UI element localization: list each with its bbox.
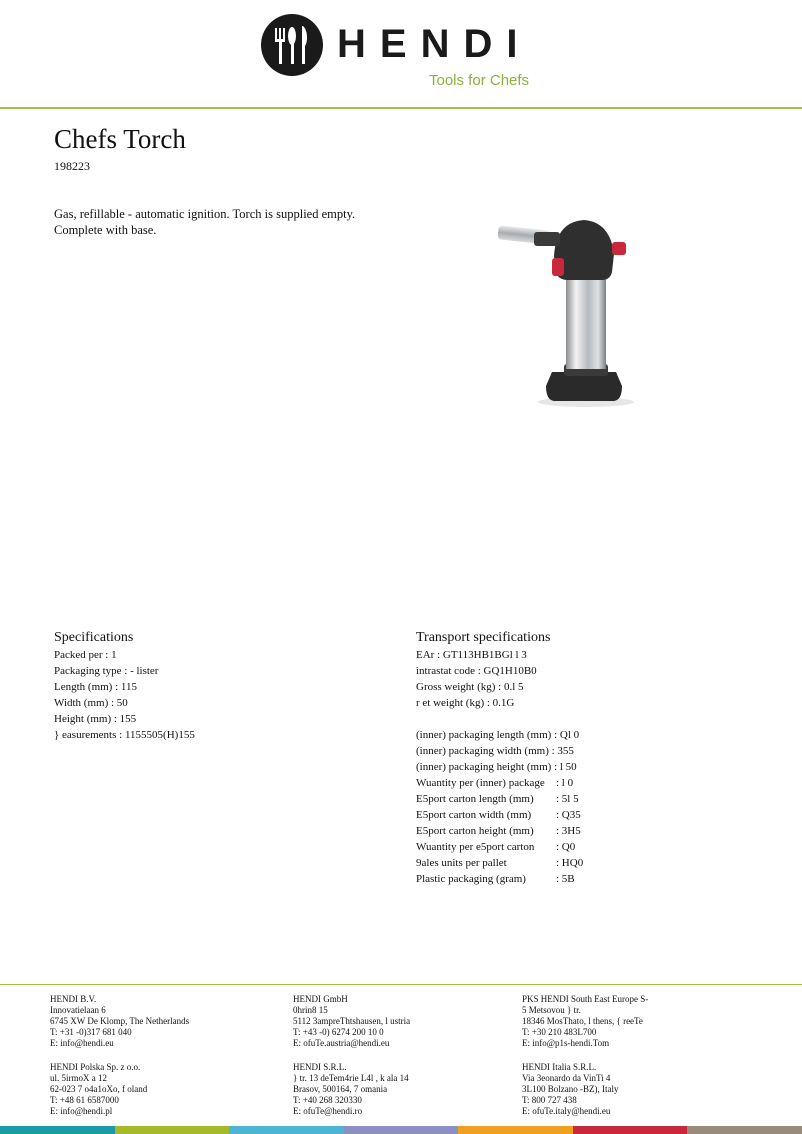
color-stripe bbox=[0, 1126, 802, 1134]
stripe-segment bbox=[687, 1126, 802, 1134]
office-line: 62-023 7 o4a1oXo, f oland bbox=[50, 1084, 148, 1094]
transport-heading: Transport specifications bbox=[416, 630, 551, 645]
office-line: 18346 MosThato, l thens, { reeTe bbox=[522, 1016, 643, 1026]
spec-item: Length (mm) : 115 bbox=[54, 681, 137, 693]
packaging-label: (inner) packaging length (mm) : Ql 0 bbox=[416, 729, 580, 741]
packaging-label: (inner) packaging width (mm) : 355 bbox=[416, 745, 574, 757]
office-name: PKS HENDI South East Europe S- bbox=[522, 994, 649, 1004]
transport-item: EAr : GT113HB1BGl l 3 bbox=[416, 649, 527, 661]
office-phone: T: +43 -0) 6274 200 10 0 bbox=[293, 1027, 384, 1037]
packaging-label: 9ales units per pallet bbox=[416, 857, 507, 869]
office-name: HENDI Italia S.R.L. bbox=[522, 1062, 597, 1072]
stripe-segment bbox=[458, 1126, 573, 1134]
office-email: E: ofuTe@hendi.ro bbox=[293, 1106, 363, 1116]
packaging-value: : l 0 bbox=[556, 777, 574, 789]
description-line: Complete with base. bbox=[54, 223, 157, 237]
office-phone: T: 800 727 438 bbox=[522, 1095, 577, 1105]
packaging-value: : HQ0 bbox=[556, 857, 584, 869]
cutlery-icon bbox=[261, 14, 323, 76]
office-address bbox=[293, 1062, 503, 1117]
office-address bbox=[293, 994, 503, 1049]
specifications-heading: Specifications bbox=[54, 630, 134, 645]
packaging-label: E5port carton width (mm) bbox=[416, 809, 532, 821]
office-phone: T: +30 210 483L700 bbox=[522, 1027, 597, 1037]
office-address bbox=[522, 994, 732, 1049]
office-address bbox=[50, 994, 260, 1049]
spec-item: Height (mm) : 155 bbox=[54, 713, 137, 725]
office-phone: T: +31 -0)317 681 040 bbox=[50, 1027, 132, 1037]
packaging-label: Wuantity per (inner) package bbox=[416, 777, 545, 789]
office-line: 0hrin8 15 bbox=[293, 1005, 328, 1015]
packaging-label: Plastic packaging (gram) bbox=[416, 873, 526, 885]
office-line: 5112 3ampreThtshausen, l ustria bbox=[293, 1016, 411, 1026]
packaging-value: : Q0 bbox=[556, 841, 576, 853]
office-line: 5 Metsovou } tr. bbox=[522, 1005, 581, 1015]
office-line: 6745 XW De Klomp, The Netherlands bbox=[50, 1016, 190, 1026]
packaging-value: : 5B bbox=[556, 873, 575, 885]
spec-item: Packaging type : - lister bbox=[54, 665, 159, 677]
transport-item: r et weight (kg) : 0.1G bbox=[416, 697, 515, 709]
brand-tagline: Tools for Chefs bbox=[429, 72, 530, 89]
office-email: E: ofuTe.austria@hendi.eu bbox=[293, 1038, 390, 1048]
office-line: } tr. 13 deTem4rie L4l , k ala 14 bbox=[293, 1073, 409, 1083]
product-description bbox=[54, 206, 374, 238]
office-line: Brasov, 500164, 7 omania bbox=[293, 1084, 388, 1094]
packaging-value: : 5l 5 bbox=[556, 793, 579, 805]
stripe-segment bbox=[229, 1126, 344, 1134]
stripe-segment bbox=[344, 1126, 459, 1134]
office-line: Innovatielaan 6 bbox=[50, 1005, 106, 1015]
office-name: HENDI S.R.L. bbox=[293, 1062, 347, 1072]
office-name: HENDI B.V. bbox=[50, 994, 97, 1004]
office-email: E: info@hendi.eu bbox=[50, 1038, 114, 1048]
footer-divider bbox=[0, 984, 802, 985]
office-email: E: info@hendi.pl bbox=[50, 1106, 113, 1116]
office-line: Via 3eonardo da VinTi 4 bbox=[522, 1073, 611, 1083]
office-email: E: ofuTe.italy@hendi.eu bbox=[522, 1106, 611, 1116]
transport-item: Gross weight (kg) : 0.l 5 bbox=[416, 681, 524, 693]
spec-item: Width (mm) : 50 bbox=[54, 697, 128, 709]
stripe-segment bbox=[0, 1126, 115, 1134]
office-address bbox=[50, 1062, 260, 1117]
brand-name: HENDI bbox=[337, 22, 532, 66]
packaging-label: Wuantity per e5port carton bbox=[416, 841, 535, 853]
office-name: HENDI Polska Sp. z o.o. bbox=[50, 1062, 141, 1072]
office-phone: T: +48 61 6587000 bbox=[50, 1095, 119, 1105]
spec-item: Packed per : 1 bbox=[54, 649, 117, 661]
product-image bbox=[494, 214, 644, 408]
office-line: 3L100 Bolzano -BZ), Italy bbox=[522, 1084, 619, 1094]
product-code: 198223 bbox=[54, 159, 90, 173]
transport-list bbox=[416, 647, 537, 711]
hendi-logo bbox=[261, 14, 551, 94]
header-divider bbox=[0, 107, 802, 109]
stripe-segment bbox=[573, 1126, 688, 1134]
description-line: Gas, refillable - automatic ignition. Torch is supplied empty. bbox=[54, 207, 356, 221]
transport-item: ìntrastat code : GQ1H10B0 bbox=[416, 665, 537, 677]
packaging-label: (inner) packaging height (mm) : l 50 bbox=[416, 761, 577, 773]
packaging-value: : 3H5 bbox=[556, 825, 581, 837]
packaging-label: E5port carton height (mm) bbox=[416, 825, 534, 837]
packaging-value: : Q35 bbox=[556, 809, 581, 821]
office-name: HENDI GmbH bbox=[293, 994, 348, 1004]
office-phone: T: +40 268 320330 bbox=[293, 1095, 362, 1105]
product-title: Chefs Torch bbox=[54, 124, 186, 154]
office-line: ul. 5irmoX a 12 bbox=[50, 1073, 107, 1083]
stripe-segment bbox=[115, 1126, 230, 1134]
specifications-list bbox=[54, 647, 195, 743]
packaging-label: E5port carton length (mm) bbox=[416, 793, 534, 805]
office-email: E: info@p1s-hendi.Tom bbox=[522, 1038, 610, 1048]
office-address bbox=[522, 1062, 732, 1117]
spec-item: } easurements : 1155505(H)155 bbox=[54, 729, 195, 741]
